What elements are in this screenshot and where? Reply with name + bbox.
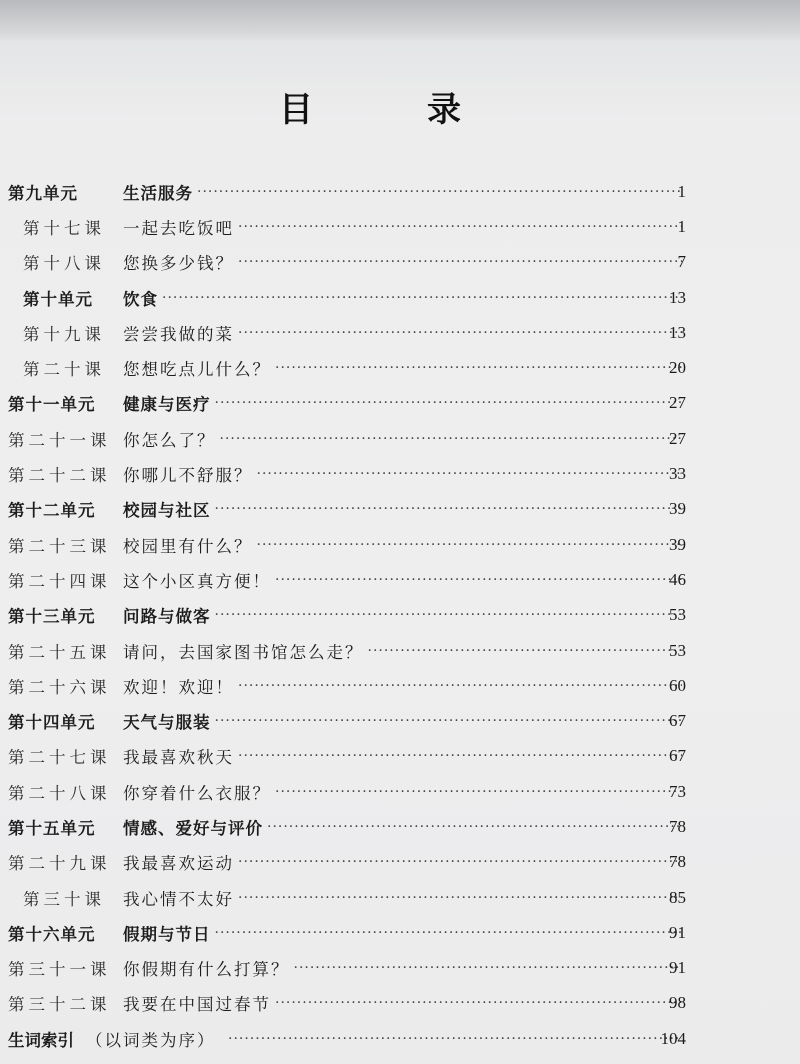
dot-leader [220,431,683,447]
toc-page-number: 67 [669,746,686,766]
toc-lesson-title: 我最喜欢运动 [123,854,234,874]
toc-lesson-label: 第二十九课 [8,854,111,874]
toc-lesson-title: 请问，去国家图书馆怎么走？ [123,642,364,662]
toc-unit-title: 健康与医疗 [123,395,211,415]
toc-page-number: 33 [669,464,686,484]
toc-lesson-row[interactable] [0,350,800,385]
dot-leader [162,290,682,306]
toc-unit-row[interactable] [0,492,800,527]
toc-unit-label: 第九单元 [8,183,78,203]
toc-unit-title: 情感、爱好与评价 [123,818,263,838]
toc-page-number: 73 [669,781,686,801]
toc-page-number: 46 [669,569,686,589]
toc-page-number: 91 [669,922,686,942]
toc-page-number: 67 [669,711,686,731]
dot-leader [238,854,682,870]
toc-lesson-title: 您想吃点儿什么？ [123,360,271,380]
toc-page-number: 85 [669,887,686,907]
toc-page-number: 98 [669,993,686,1013]
toc-lesson-title: 你怎么了？ [123,430,216,450]
toc-page-number: 13 [669,287,686,307]
toc-unit-label: 第十五单元 [8,818,96,838]
toc-unit-row[interactable] [0,703,800,738]
dot-leader [238,890,682,906]
toc-unit-row[interactable] [0,598,800,633]
toc-lesson-label: 第十九课 [23,324,105,344]
dot-leader [267,819,682,835]
toc-unit-row[interactable] [0,915,800,950]
toc-lesson-label: 第二十四课 [8,571,111,591]
toc-lesson-title: 我心情不太好 [123,889,234,909]
toc-unit-title: 饮食 [123,289,158,309]
toc-index-subtitle: （以词类为序） [86,1030,216,1050]
toc-lesson-row[interactable] [0,633,800,668]
page-top-shadow [0,0,800,42]
toc-unit-row[interactable] [0,809,800,844]
toc-unit-title: 假期与节日 [123,924,211,944]
toc-lesson-label: 第二十一课 [8,430,111,450]
toc-unit-label: 第十六单元 [8,924,96,944]
dot-leader [275,572,682,588]
dot-leader [215,395,683,411]
toc-lesson-title: 我最喜欢秋天 [123,748,234,768]
toc-page-number: 39 [669,499,686,519]
toc-lesson-row[interactable] [0,774,800,809]
toc-page-number: 20 [669,358,686,378]
toc-lesson-label: 第二十二课 [8,466,111,486]
toc-lesson-row[interactable] [0,951,800,986]
dot-leader [275,784,682,800]
toc-page-number: 91 [669,958,686,978]
toc-lesson-row[interactable] [0,845,800,880]
dot-leader [368,643,683,659]
toc-page-number: 1 [677,181,686,201]
toc-lesson-label: 第十七课 [23,218,105,238]
toc-index-row[interactable] [0,1021,800,1056]
dot-leader [294,960,683,976]
toc-lesson-title: 你穿着什么衣服？ [123,783,271,803]
toc-page-number: 27 [669,393,686,413]
toc-lesson-row[interactable] [0,739,800,774]
toc-lesson-label: 第三十二课 [8,995,111,1015]
toc-lesson-label: 第三十课 [23,889,105,909]
toc-lesson-label: 第二十课 [23,360,105,380]
toc-lesson-row[interactable] [0,315,800,350]
toc-lesson-label: 第二十五课 [8,642,111,662]
toc-unit-row[interactable] [0,386,800,421]
toc-page-number: 7 [677,252,686,272]
toc-lesson-label: 第十八课 [23,254,105,274]
toc-lesson-label: 第二十三课 [8,536,111,556]
toc-unit-title: 天气与服装 [123,713,211,733]
toc-page-number: 53 [669,605,686,625]
toc-unit-label: 第十一单元 [8,395,96,415]
toc-page-number: 27 [669,428,686,448]
dot-leader [215,501,683,517]
table-of-contents [0,174,800,1056]
dot-leader [238,254,682,270]
toc-page-number: 104 [660,1028,686,1048]
toc-page-number: 53 [669,640,686,660]
toc-lesson-row[interactable] [0,421,800,456]
dot-leader [275,360,682,376]
toc-unit-label: 第十单元 [23,289,93,309]
dot-leader [197,184,682,200]
dot-leader [257,537,683,553]
toc-lesson-title: 你假期有什么打算？ [123,960,290,980]
toc-lesson-row[interactable] [0,668,800,703]
toc-lesson-title: 您换多少钱？ [123,254,234,274]
toc-page-number: 60 [669,675,686,695]
toc-lesson-label: 第三十一课 [8,960,111,980]
toc-unit-title: 问路与做客 [123,607,211,627]
toc-lesson-title: 这个小区真方便！ [123,571,271,591]
toc-unit-label: 第十二单元 [8,501,96,521]
toc-lesson-label: 第二十八课 [8,783,111,803]
toc-lesson-row[interactable] [0,562,800,597]
dot-leader [238,219,682,235]
toc-unit-label: 第十四单元 [8,713,96,733]
toc-lesson-row[interactable] [0,527,800,562]
toc-lesson-title: 尝尝我做的菜 [123,324,234,344]
toc-lesson-title: 校园里有什么？ [123,536,253,556]
dot-leader [215,925,683,941]
dot-leader [257,466,683,482]
toc-page-number: 78 [669,816,686,836]
toc-unit-row[interactable] [0,280,800,315]
page-title: 目 录 [279,90,501,130]
dot-leader [215,607,683,623]
toc-lesson-title: 我要在中国过春节 [123,995,271,1015]
toc-page-number: 39 [669,534,686,554]
toc-unit-title: 生活服务 [123,183,193,203]
toc-lesson-row[interactable] [0,209,800,244]
toc-lesson-title: 一起去吃饭吧 [123,218,234,238]
toc-lesson-row[interactable] [0,986,800,1021]
toc-page-number: 1 [677,216,686,236]
toc-lesson-label: 第二十六课 [8,677,111,697]
toc-index-label: 生词索引 [8,1030,74,1050]
toc-unit-label: 第十三单元 [8,607,96,627]
toc-lesson-row[interactable] [0,880,800,915]
toc-lesson-row[interactable] [0,245,800,280]
toc-unit-title: 校园与社区 [123,501,211,521]
toc-lesson-label: 第二十七课 [8,748,111,768]
dot-leader [228,1031,682,1047]
dot-leader [215,713,683,729]
toc-lesson-row[interactable] [0,456,800,491]
toc-unit-row[interactable] [0,174,800,209]
toc-page-number: 13 [669,322,686,342]
toc-lesson-title: 你哪儿不舒服？ [123,466,253,486]
toc-page-number: 78 [669,852,686,872]
dot-leader [275,995,682,1011]
toc-lesson-title: 欢迎！欢迎！ [123,677,234,697]
dot-leader [238,678,682,694]
dot-leader [238,748,682,764]
dot-leader [238,325,682,341]
